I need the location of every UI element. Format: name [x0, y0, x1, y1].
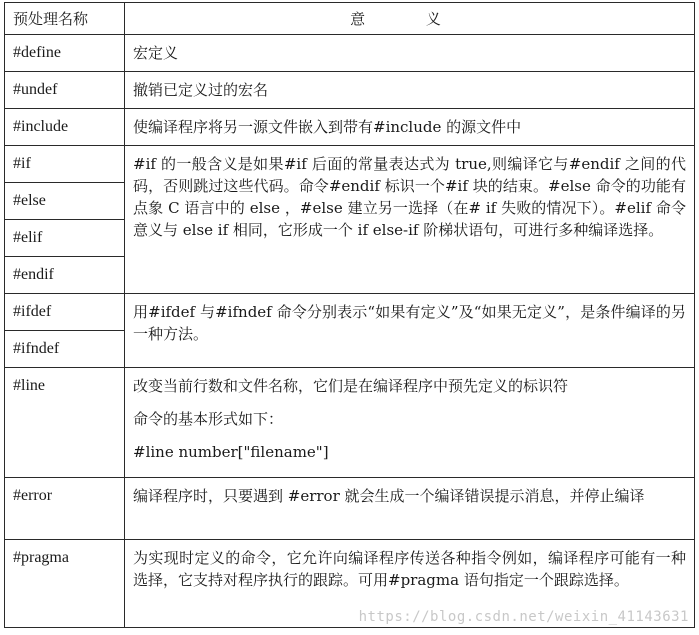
- directive-name: #elif: [5, 220, 125, 257]
- table-row: [5, 146, 695, 183]
- directive-name: #if: [5, 146, 125, 183]
- directive-name: #else: [5, 183, 125, 220]
- header-name: 预处理名称: [5, 3, 125, 35]
- directive-name: #endif: [5, 257, 125, 294]
- directive-desc: #if 的一般含义是如果#if 后面的常量表达式为 true,则编译它与#endif 之间的代码，否则跳过这些代码。命令#endif 标识一个#if 块的结束。#else 命令的功能有点象 C 语言中的 else ，#else 建立另一选择（在# if 失败的情况下）。#elif 命令意义与 else if 相同，它形成一个 if else-if 阶梯状语句，可进行多种编译选择。: [125, 146, 695, 294]
- directive-name: #ifndef: [5, 331, 125, 368]
- directive-name: #undef: [5, 72, 125, 109]
- preprocessor-table: [4, 2, 695, 628]
- table-row: [5, 109, 695, 146]
- desc-line: #line number["filename"]: [133, 443, 329, 461]
- directive-name: #pragma: [5, 540, 125, 628]
- desc-line: 改变当前行数和文件名称，它们是在编译程序中预先定义的标识符: [133, 377, 569, 395]
- table-row: [5, 72, 695, 109]
- table-row: [5, 368, 695, 478]
- table-row: [5, 478, 695, 540]
- directive-name: #line: [5, 368, 125, 478]
- directive-desc: 为实现时定义的命令，它允许向编译程序传送各种指令例如，编译程序可能有一种选择，它支持对程序执行的跟踪。可用#pragma 语句指定一个跟踪选择。: [125, 540, 695, 628]
- directive-name: #ifdef: [5, 294, 125, 331]
- directive-name: #error: [5, 478, 125, 540]
- directive-desc: 编译程序时，只要遇到 #error 就会生成一个编译错误提示消息，并停止编译: [125, 478, 695, 540]
- table-header-row: [5, 3, 695, 35]
- directive-desc: [125, 368, 695, 478]
- watermark-text: https://blog.csdn.net/weixin_41143631: [358, 609, 689, 625]
- desc-line: 命令的基本形式如下：: [133, 410, 284, 428]
- directive-name: #include: [5, 109, 125, 146]
- table-row: [5, 294, 695, 331]
- directive-desc: 宏定义: [125, 35, 695, 72]
- table-row: [5, 35, 695, 72]
- directive-desc: 用#ifdef 与#ifndef 命令分别表示“如果有定义”及“如果无定义”，是条件编译的另一种方法。: [125, 294, 695, 368]
- header-meaning: 意 义: [125, 3, 695, 35]
- directive-desc: 使编译程序将另一源文件嵌入到带有#include 的源文件中: [125, 109, 695, 146]
- directive-desc: 撤销已定义过的宏名: [125, 72, 695, 109]
- directive-name: #define: [5, 35, 125, 72]
